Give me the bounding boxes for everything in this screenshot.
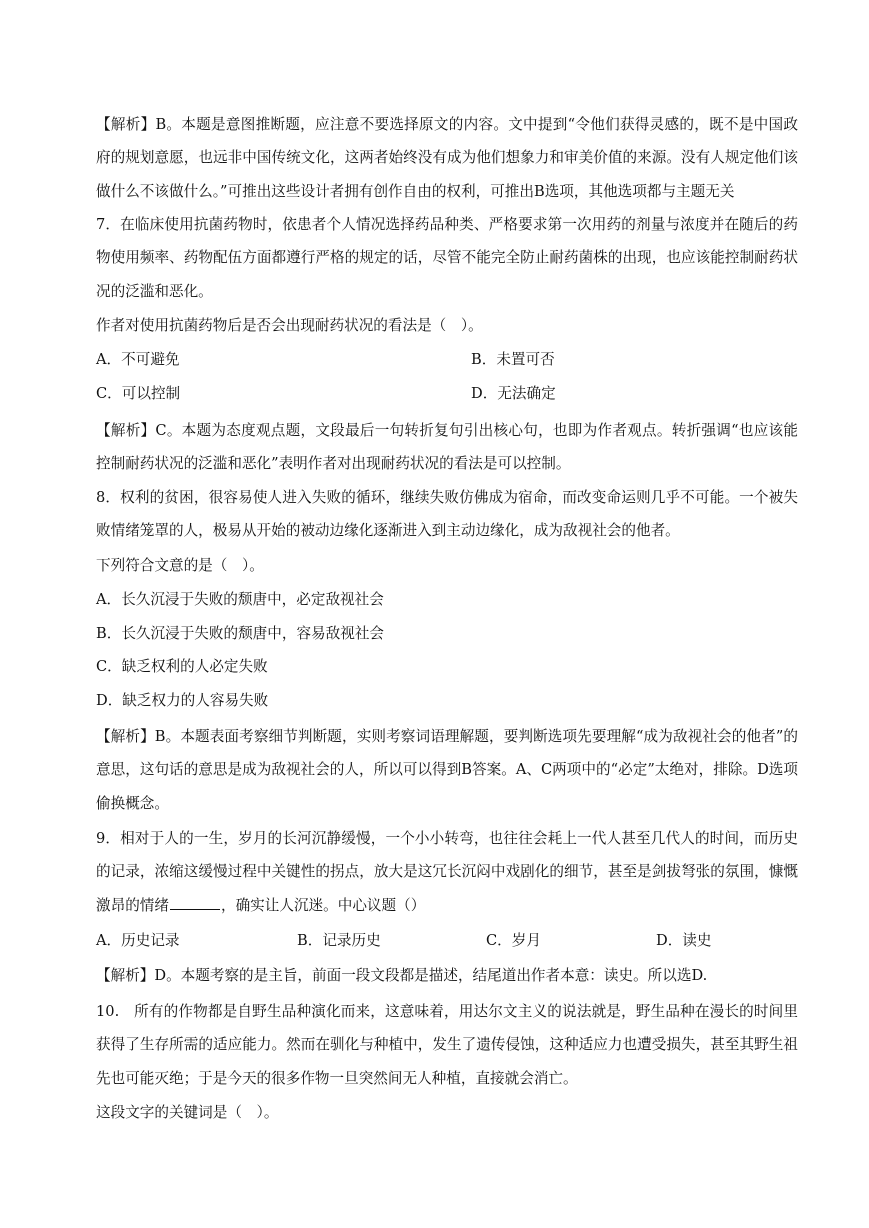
question-7-option-a: A．不可避免 [96,351,180,368]
question-7-option-b: B．未置可否 [471,351,555,368]
question-8-option-d: D．缺乏权力的人容易失败 [96,692,269,709]
question-8-option-b: B．长久沉浸于失败的颓唐中，容易敌视社会 [96,625,385,642]
question-8-stem: 下列符合文意的是（ ）。 [96,557,264,574]
question-9-option-c: C．岁月 [486,932,541,949]
question-9-option-b: B．记录历史 [297,932,381,949]
question-9-text: 9．相对于人的一生，岁月的长河沉静缓慢，一个小小转弯，也往往会耗上一代人甚至几代人的时间，而历史的记录，浓缩这缓慢过程中关键性的拐点，放大是这冗长沉闷中戏剧化的细节，甚至是剑拔弩张的氛围，慷慨激昂的情绪 [96,830,798,914]
question-10-stem: 这段文字的关键词是（ ）。 [96,1104,279,1121]
question-10: 10. 所有的作物都是自野生品种演化而来，这意味着，用达尔文主义的说法就是，野生品种在漫长的时间里获得了生存所需的适应能力。然而在驯化与种植中，发生了遗传侵蚀，这种适应力也遭受损失，甚至其野生祖先也可能灭绝；于是今天的很多作物一旦突然间无人种植，直接就会消亡。 [96,1003,798,1087]
question-7-stem: 作者对使用抗菌药物后是否会出现耐药状况的看法是（ ）。 [96,317,483,334]
analysis-7: 【解析】C。本题为态度观点题，文段最后一句转折复句引出核心句，也即为作者观点。转折强调“也应该能控制耐药状况的泛滥和恶化”表明作者对出现耐药状况的看法是可以控制。 [96,422,798,473]
question-8-option-c: C．缺乏权利的人必定失败 [96,658,268,675]
analysis-8: 【解析】B。本题表面考察细节判断题，实则考察词语理解题，要判断选项先要理解“成为敌视社会的他者”的意思，这句话的意思是成为敌视社会的人，所以可以得到B答案。A、C两项中的“必定”太绝对，排除。D选项偷换概念。 [96,728,798,812]
analysis-9: 【解析】D。本题考察的是主旨，前面一段文段都是描述，结尾道出作者本意：读史。所以选D. [96,967,708,984]
question-8-option-a: A．长久沉浸于失败的颓唐中，必定敌视社会 [96,591,384,608]
analysis-6: 【解析】B。本题是意图推断题，应注意不要选择原文的内容。文中提到“令他们获得灵感的，既不是中国政府的规划意愿，也远非中国传统文化，这两者始终没有成为他们想象力和审美价值的来源。没有人规定他们该做什么不该做什么。”可推出这些设计者拥有创作自由的权利，可推出B选项，其他选项都与主题无关 [96,116,798,200]
question-9 [96,822,798,922]
answer-blank [170,895,220,910]
question-8: 8．权利的贫困，很容易使人进入失败的循环，继续失败仿佛成为宿命，而改变命运则几乎不可能。一个被失败情绪笼罩的人，极易从开始的被动边缘化逐渐进入到主动边缘化，成为敌视社会的他者。 [96,489,798,540]
question-7-option-d: D．无法确定 [471,385,556,402]
question-9-option-d: D．读史 [656,932,712,949]
question-9-tail: ，确实让人沉迷。中心议题（） [220,896,426,914]
question-7: 7．在临床使用抗菌药物时，依患者个人情况选择药品种类、严格要求第一次用药的剂量与浓度并在随后的药物使用频率、药物配伍方面都遵行严格的规定的话，尽管不能完全防止耐药菌株的出现，也应该能控制耐药状况的泛滥和恶化。 [96,216,798,300]
question-7-option-c: C．可以控制 [96,385,181,402]
question-9-option-a: A．历史记录 [96,932,180,949]
